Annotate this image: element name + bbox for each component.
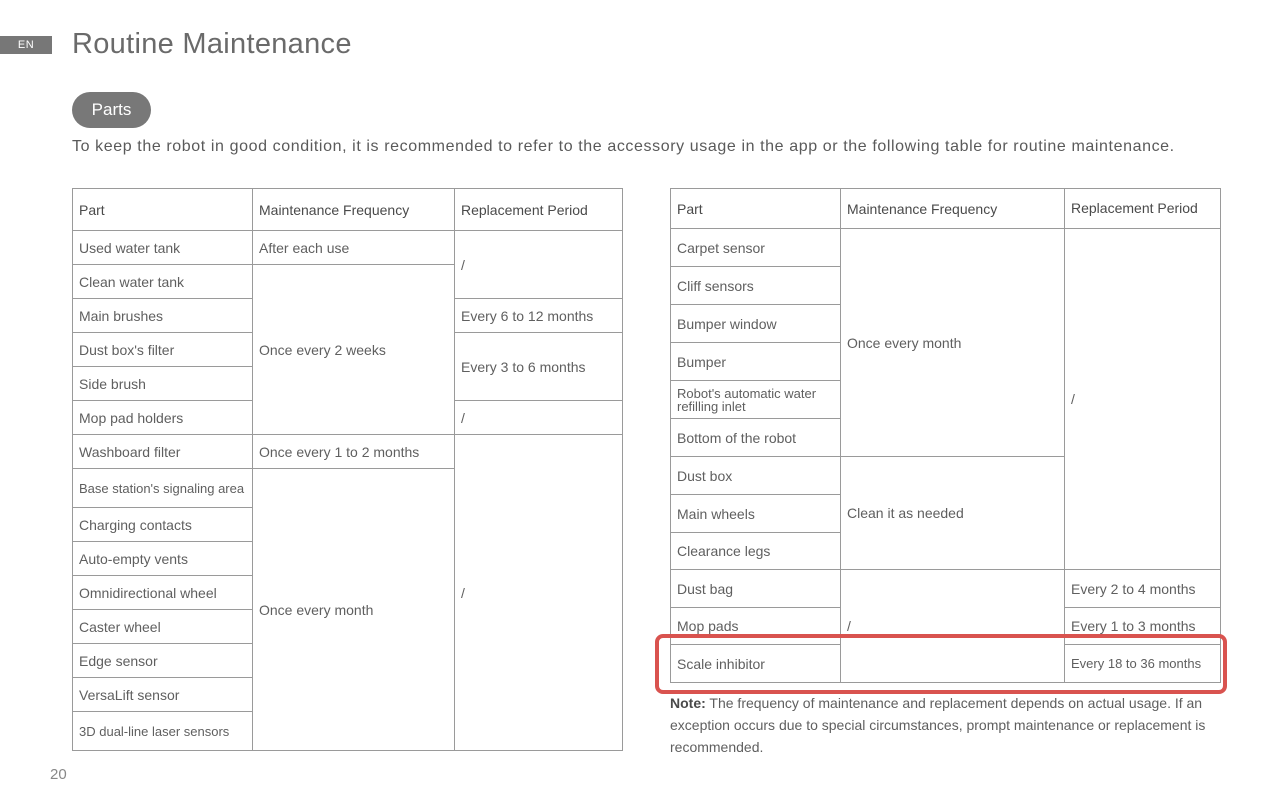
part-cell: VersaLift sensor xyxy=(73,678,253,712)
part-cell: Side brush xyxy=(73,367,253,401)
part-cell: Omnidirectional wheel xyxy=(73,576,253,610)
part-cell: Dust box xyxy=(671,457,841,495)
part-cell: Bumper xyxy=(671,343,841,381)
period-cell: / xyxy=(1065,229,1221,570)
note-label: Note: xyxy=(670,695,706,711)
page-number: 20 xyxy=(50,766,67,783)
frequency-cell: Once every month xyxy=(253,469,455,751)
part-cell: 3D dual-line laser sensors xyxy=(73,712,253,751)
part-cell: Used water tank xyxy=(73,231,253,265)
part-cell: Clearance legs xyxy=(671,533,841,570)
part-cell: Auto-empty vents xyxy=(73,542,253,576)
header-replacement-period: Replacement Period xyxy=(1065,189,1221,229)
language-tag: EN xyxy=(0,36,52,54)
header-part: Part xyxy=(671,189,841,229)
table-header-row xyxy=(73,189,623,231)
intro-paragraph: To keep the robot in good condition, it is recommended to refer to the accessory usage in the app or the following table for routine maintenance. xyxy=(72,138,1175,155)
period-cell: Every 6 to 12 months xyxy=(455,299,623,333)
table-header-row xyxy=(671,189,1221,229)
frequency-cell: / xyxy=(841,570,1065,683)
period-cell: Every 3 to 6 months xyxy=(455,333,623,401)
table-row xyxy=(671,570,1221,608)
part-cell: Carpet sensor xyxy=(671,229,841,267)
note-paragraph xyxy=(670,692,1210,758)
highlight-box-scale-inhibitor xyxy=(655,634,1227,694)
part-cell: Base station's signaling area xyxy=(73,469,253,508)
page-title: Routine Maintenance xyxy=(72,28,352,60)
part-cell: Dust bag xyxy=(671,570,841,608)
period-cell: / xyxy=(455,435,623,751)
part-cell: Main wheels xyxy=(671,495,841,533)
header-maintenance-frequency: Maintenance Frequency xyxy=(253,189,455,231)
frequency-cell: Clean it as needed xyxy=(841,457,1065,570)
period-cell: / xyxy=(455,231,623,299)
section-pill-parts: Parts xyxy=(72,92,151,128)
frequency-cell: Once every 1 to 2 months xyxy=(253,435,455,469)
part-cell: Robot's automatic water refilling inlet xyxy=(671,381,841,419)
period-cell: Every 1 to 3 months xyxy=(1065,608,1221,645)
period-cell: Every 2 to 4 months xyxy=(1065,570,1221,608)
header-maintenance-frequency: Maintenance Frequency xyxy=(841,189,1065,229)
table-row xyxy=(671,229,1221,267)
part-cell: Edge sensor xyxy=(73,644,253,678)
part-cell: Mop pad holders xyxy=(73,401,253,435)
header-part: Part xyxy=(73,189,253,231)
maintenance-table-right xyxy=(670,188,1221,683)
part-cell: Cliff sensors xyxy=(671,267,841,305)
period-cell: Every 18 to 36 months xyxy=(1065,645,1221,683)
part-cell: Clean water tank xyxy=(73,265,253,299)
frequency-cell: Once every month xyxy=(841,229,1065,457)
maintenance-table-left xyxy=(72,188,623,751)
part-cell: Washboard filter xyxy=(73,435,253,469)
frequency-cell: After each use xyxy=(253,231,455,265)
part-cell: Main brushes xyxy=(73,299,253,333)
part-cell: Bottom of the robot xyxy=(671,419,841,457)
period-cell: / xyxy=(455,401,623,435)
part-cell: Bumper window xyxy=(671,305,841,343)
frequency-cell: Once every 2 weeks xyxy=(253,265,455,435)
part-cell: Mop pads xyxy=(671,608,841,645)
part-cell: Caster wheel xyxy=(73,610,253,644)
note-text: The frequency of maintenance and replacement depends on actual usage. If an exception occurs due to special circumstances, prompt maintenance or replacement is recommended. xyxy=(670,695,1206,755)
header-replacement-period: Replacement Period xyxy=(455,189,623,231)
part-cell: Scale inhibitor xyxy=(671,645,841,683)
part-cell: Charging contacts xyxy=(73,508,253,542)
part-cell: Dust box's filter xyxy=(73,333,253,367)
table-row xyxy=(73,231,623,265)
table-row xyxy=(73,435,623,469)
